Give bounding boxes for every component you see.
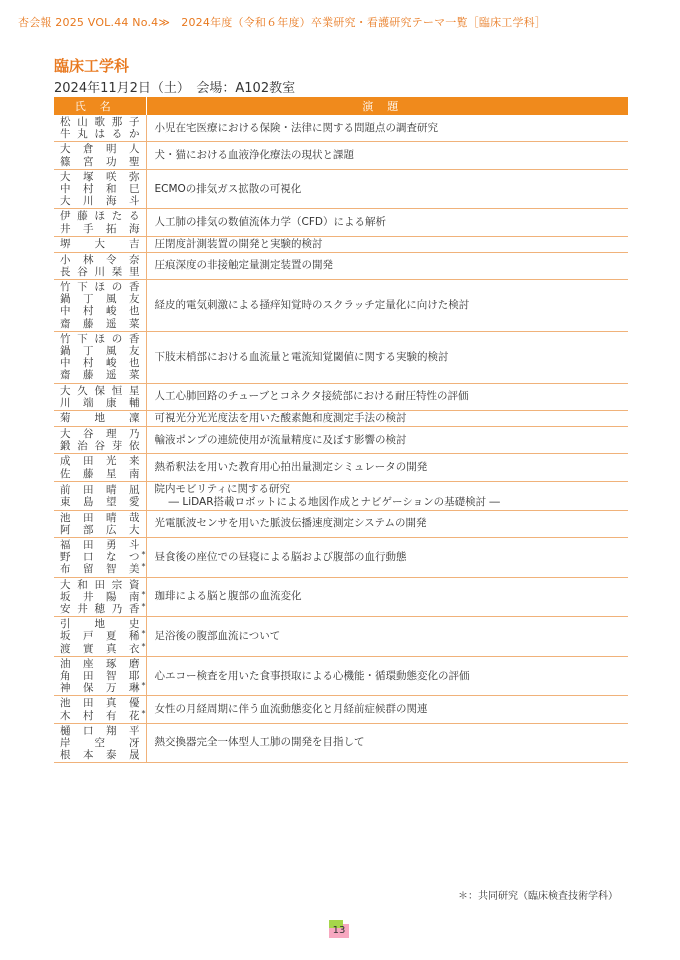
table-row (54, 426, 628, 453)
title-cell (146, 280, 628, 332)
names-cell (54, 723, 146, 763)
title-cell (146, 723, 628, 763)
title-cell (146, 209, 628, 236)
student-name: 油 座 琢 磨 (60, 657, 140, 670)
student-name: 牛 丸 は る か (60, 128, 140, 141)
table-row (54, 280, 628, 332)
names-cell (54, 142, 146, 169)
student-name: 篠 宮 功 聖 (60, 155, 140, 168)
table-row (54, 510, 628, 537)
student-name: 鍋 丁 風 友 (60, 293, 140, 306)
title-cell (146, 426, 628, 453)
joint-research-mark: * (141, 629, 146, 639)
research-title: 人工心肺回路のチューブとコネクタ接続部における耐圧特性の評価 (154, 390, 469, 403)
student-name: 中 村 峻 也 (60, 357, 140, 370)
table-row (54, 538, 628, 578)
title-cell (146, 454, 628, 481)
table-row (54, 209, 628, 236)
column-header-name: 氏名 (54, 97, 146, 115)
page-number (329, 924, 349, 938)
student-name: 鍛 治 谷 芽 依 (60, 440, 140, 453)
names-cell (54, 510, 146, 537)
names-cell (54, 169, 146, 209)
names-cell (54, 236, 146, 252)
table-row (54, 481, 628, 510)
names-cell (54, 252, 146, 279)
table-row (54, 331, 628, 383)
student-name: 小 林 令 奈 (60, 253, 140, 266)
title-cell (146, 115, 628, 142)
table-row (54, 115, 628, 142)
table-body (54, 115, 628, 763)
student-name: 角 田 智 耶 (60, 669, 140, 682)
research-title: 経皮的電気刺激による掻痒知覚時のスクラッチ定量化に向けた検討 (154, 298, 470, 311)
page-number-text: 13 (332, 925, 346, 936)
research-title: 下肢末梢部における血流量と電流知覚閾値に関する実験的検討 (154, 350, 449, 363)
student-name: 長 谷 川 栞 里 (60, 265, 140, 278)
research-subtitle: ― LiDAR搭載ロボットによる地図作成とナビゲーションの基礎検討 ― (168, 495, 500, 508)
session-date-venue: 2024年11月2日（土） 会場：A102教室 (54, 81, 296, 96)
student-name: 根 本 泰 晟 (60, 749, 140, 762)
table-row (54, 723, 628, 763)
names-cell (54, 617, 146, 657)
student-name: 井 手 拓 海 (60, 222, 140, 235)
title-cell (146, 481, 628, 510)
names-cell (54, 115, 146, 142)
table-row (54, 454, 628, 481)
research-title: 熱交換器完全一体型人工肺の開発を目指して (154, 736, 365, 749)
student-name: 堺 大 吉 (60, 238, 140, 251)
research-title: 犬・猫における血液浄化療法の現状と課題 (154, 149, 354, 162)
student-name: 安 井 穂 乃 香 * (60, 602, 146, 615)
student-name: 神 保 万 琳 * (60, 681, 146, 695)
joint-research-mark: * (141, 550, 146, 560)
student-name: 中 村 峻 也 (60, 305, 140, 318)
names-cell (54, 209, 146, 236)
student-name: 池 田 晴 哉 (60, 511, 140, 524)
research-title: 珈琲による脳と腹部の血流変化 (154, 590, 302, 603)
student-name: 大 和 田 宗 資 (60, 578, 140, 591)
title-cell (146, 538, 628, 578)
joint-research-mark: * (141, 681, 146, 691)
student-name: 引 地 史 (60, 618, 140, 631)
research-title: 人工肺の排気の数値流体力学（CFD）による解析 (154, 216, 386, 228)
joint-research-mark: * (141, 708, 146, 718)
student-name: 鍋 丁 風 友 (60, 345, 140, 357)
research-title: 足浴後の腹部血流について (154, 629, 281, 642)
student-name: 松 山 歌 那 子 (60, 116, 140, 128)
student-name: 東 島 望 愛 (60, 495, 140, 508)
research-title: 圧閉度計測装置の開発と実験的検討 (154, 237, 323, 250)
research-title: 輸液ポンプの連続使用が流量精度に及ぼす影響の検討 (154, 433, 407, 446)
student-name: 成 田 光 来 (60, 455, 140, 468)
student-name: 菊 地 凜 (60, 412, 140, 425)
research-title: 昼食後の座位での昼寝による脳および腹部の血行動態 (154, 550, 407, 563)
table-row (54, 410, 628, 426)
student-name: 大 倉 明 人 (60, 143, 140, 156)
student-name: 坂 井 陽 南 * (60, 589, 146, 603)
student-name: 木 村 有 花 * (60, 708, 146, 722)
student-name: 坂 戸 夏 稀 * (60, 629, 146, 643)
student-name: 福 田 勇 斗 (60, 539, 140, 552)
table-row (54, 383, 628, 410)
names-cell (54, 331, 146, 383)
page-header: 杏会報 2025 VOL.44 No.4≫ 2024年度（令和６年度）卒業研究・看護研究テーマ一覧［臨床工学科］ (18, 16, 547, 29)
table-row (54, 696, 628, 723)
names-cell (54, 383, 146, 410)
research-title: 心エコー検査を用いた食事摂取による心機能・循環動態変化の評価 (154, 669, 470, 682)
joint-research-mark: * (141, 562, 146, 572)
student-name: 野 口 な つ * (60, 550, 146, 564)
names-cell (54, 410, 146, 426)
research-title: 女性の月経周期に伴う血流動態変化と月経前症候群の関連 (154, 703, 428, 715)
table-row (54, 142, 628, 169)
student-name: 大 川 海 斗 (60, 195, 140, 208)
research-title: 小児在宅医療における保険・法律に関する問題点の調査研究 (154, 121, 438, 134)
table-row (54, 252, 628, 279)
student-name: 樋 口 翔 平 (60, 724, 140, 737)
footnote: ＊：共同研究（臨床検査技術学科） (458, 891, 618, 902)
title-cell (146, 656, 628, 696)
student-name: 阿 部 広 大 (60, 523, 140, 536)
student-name: 川 端 康 輔 (60, 396, 140, 409)
joint-research-mark: * (141, 589, 146, 599)
student-name: 齋 藤 遥 菜 (60, 369, 140, 382)
student-name: 竹 下 ほ の 香 (60, 281, 140, 294)
title-cell (146, 252, 628, 279)
names-cell (54, 538, 146, 578)
research-title: 熱希釈法を用いた教育用心拍出量測定シミュレータの開発 (154, 461, 428, 473)
table-header-row (54, 97, 628, 115)
title-cell (146, 696, 628, 723)
names-cell (54, 696, 146, 723)
title-cell (146, 410, 628, 426)
names-cell (54, 577, 146, 617)
title-cell (146, 617, 628, 657)
student-name: 前 田 晴 凪 (60, 483, 140, 496)
theme-table (54, 97, 628, 763)
research-title: 院内モビリティに関する研究 (154, 482, 290, 495)
table-row (54, 577, 628, 617)
research-title: ECMOの排気ガス拡散の可視化 (154, 182, 302, 195)
joint-research-mark: * (141, 641, 146, 651)
research-title: 圧痕深度の非接触定量測定装置の開発 (154, 259, 333, 272)
student-name: 大 塚 咲 弥 (60, 170, 140, 183)
names-cell (54, 426, 146, 453)
table-row (54, 617, 628, 657)
title-cell (146, 383, 628, 410)
table-row (54, 236, 628, 252)
student-name: 伊 藤 ほ た る (60, 210, 140, 223)
title-cell (146, 236, 628, 252)
title-cell (146, 169, 628, 209)
title-cell (146, 577, 628, 617)
names-cell (54, 454, 146, 481)
student-name: 竹 下 ほ の 香 (60, 332, 140, 345)
names-cell (54, 656, 146, 696)
joint-research-mark: * (141, 602, 146, 611)
names-cell (54, 280, 146, 332)
student-name: 齋 藤 遥 菜 (60, 317, 140, 330)
table-row (54, 169, 628, 209)
student-name: 池 田 真 優 (60, 697, 140, 710)
student-name: 大 谷 理 乃 (60, 427, 140, 440)
table-row (54, 656, 628, 696)
student-name: 渡 實 真 衣 * (60, 641, 146, 655)
names-cell (54, 481, 146, 510)
department-title: 臨床工学科 (54, 57, 130, 75)
title-cell (146, 331, 628, 383)
student-name: 佐 藤 星 南 (60, 467, 140, 480)
title-cell (146, 510, 628, 537)
student-name: 布 留 智 美 * (60, 562, 146, 576)
student-name: 岸 空 冴 (60, 736, 140, 749)
student-name: 中 村 和 巳 (60, 182, 140, 195)
student-name: 大 久 保 恒 星 (60, 384, 140, 397)
research-title: 可視光分光光度法を用いた酸素飽和度測定手法の検討 (154, 411, 407, 424)
title-cell (146, 142, 628, 169)
column-header-title: 演題 (146, 97, 628, 115)
research-title: 光電脈波センサを用いた脈波伝播速度測定システムの開発 (154, 517, 427, 530)
